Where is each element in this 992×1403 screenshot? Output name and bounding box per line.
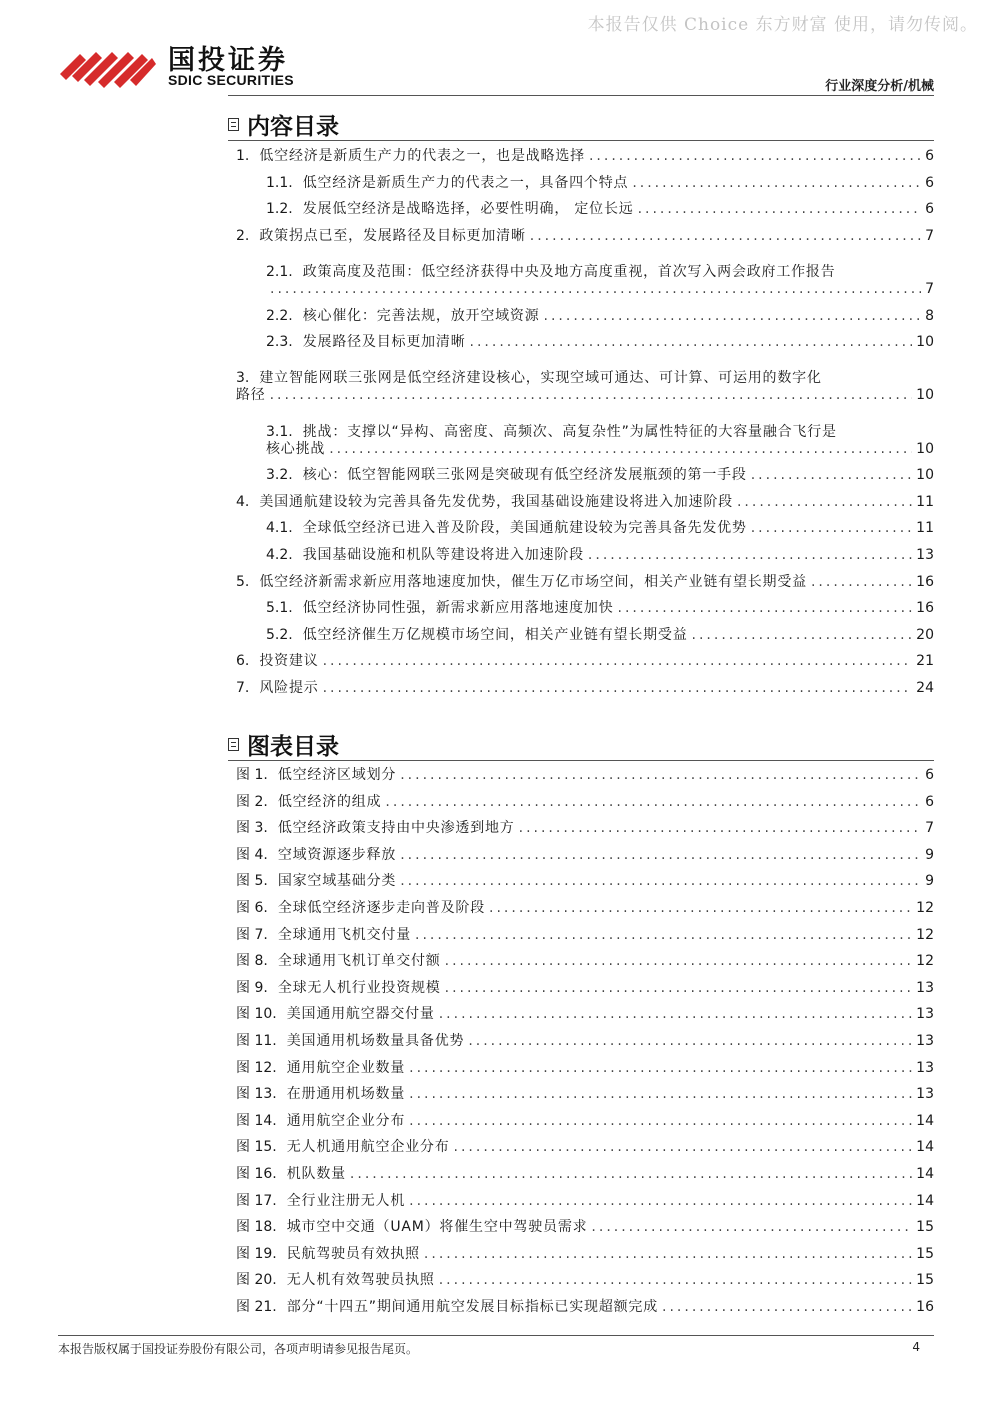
toc-entry[interactable]: 2.3. 发展路径及目标更加清晰 ..... 10	[236, 329, 934, 356]
toc-entry[interactable]: 5. 低空经济新需求新应用落地速度加快，催生万亿市场空间，相关产业链有望长期受益 ..... 16	[236, 569, 934, 596]
footer-divider	[58, 1335, 934, 1336]
figure-entry[interactable]: 图 11. 美国通用机场数量具备优势 ..... 13	[236, 1028, 934, 1055]
toc-entry[interactable]: 1.2. 发展低空经济是战略选择，必要性明确， 定位长远 ..... 6	[236, 196, 934, 223]
list-icon	[228, 738, 239, 751]
figure-entry[interactable]: 图 19. 民航驾驶员有效执照 ..... 15	[236, 1241, 934, 1268]
company-logo	[58, 36, 328, 94]
figure-entry[interactable]: 图 18. 城市空中交通（UAM）将催生空中驾驶员需求 ..... 15	[236, 1214, 934, 1241]
figure-entry[interactable]: 图 15. 无人机通用航空企业分布 ..... 14	[236, 1134, 934, 1161]
toc-entry[interactable]: 2. 政策拐点已至，发展路径及目标更加清晰 ..... 7	[236, 223, 934, 250]
toc-entry[interactable]: 2.2. 核心催化：完善法规，放开空域资源 ..... 8	[236, 303, 934, 330]
figure-entry[interactable]: 图 7. 全球通用飞机交付量 ..... 12	[236, 922, 934, 949]
figure-entry[interactable]: 图 10. 美国通用航空器交付量 ..... 13	[236, 1001, 934, 1028]
toc-title-divider	[228, 140, 934, 141]
figure-entry[interactable]: 图 8. 全球通用飞机订单交付额 ..... 12	[236, 948, 934, 975]
document-category: 行业深度分析/机械	[825, 79, 934, 94]
toc-section-title	[228, 108, 339, 141]
figure-entry[interactable]: 图 4. 空域资源逐步释放 ..... 9	[236, 842, 934, 869]
figure-entry[interactable]: 图 16. 机队数量 ..... 14	[236, 1161, 934, 1188]
figures-title-text: 图表目录	[247, 733, 339, 760]
figure-entry[interactable]: 图 20. 无人机有效驾驶员执照 ..... 15	[236, 1267, 934, 1294]
figure-entry[interactable]: 图 3. 低空经济政策支持由中央渗透到地方 ..... 7	[236, 815, 934, 842]
toc-entry[interactable]: 3. 建立智能网联三张网是低空经济建设核心，实现空域可通达、可计算、可运用的数字化	[236, 370, 822, 387]
watermark: 本报告仅供 Choice 东方财富 使用，请勿传阅。	[587, 15, 978, 35]
logo-stripes-icon	[58, 36, 158, 92]
logo-english-name: SDIC SECURITIES	[168, 72, 294, 88]
toc-entry[interactable]: 5.1. 低空经济协同性强，新需求新应用落地速度加快 ..... 16	[236, 595, 934, 622]
toc-entry[interactable]: 4.2. 我国基础设施和机队等建设将进入加速阶段 ..... 13	[236, 542, 934, 569]
toc-entry[interactable]: 7. 风险提示 ..... 24	[236, 675, 934, 702]
logo-chinese-name: 国投证券	[168, 45, 288, 76]
toc-entry[interactable]: 3.2. 核心：低空智能网联三张网是突破现有低空经济发展瓶颈的第一手段 ..... 10	[236, 462, 934, 489]
toc-entry[interactable]: 1. 低空经济是新质生产力的代表之一，也是战略选择 ..... 6	[236, 143, 934, 170]
toc-entry[interactable]: 1.1. 低空经济是新质生产力的代表之一，具备四个特点 ..... 6	[236, 170, 934, 197]
figure-entry[interactable]: 图 17. 全行业注册无人机 ..... 14	[236, 1188, 934, 1215]
figure-entry[interactable]: 图 21. 部分“十四五”期间通用航空发展目标指标已实现超额完成 ..... 16	[236, 1294, 934, 1321]
toc-entry-continuation[interactable]: ..... 7	[236, 276, 934, 303]
figure-entry[interactable]: 图 5. 国家空域基础分类 ..... 9	[236, 868, 934, 895]
toc-list	[236, 143, 934, 701]
figure-entry[interactable]: 图 1. 低空经济区域划分 ..... 6	[236, 762, 934, 789]
toc-entry[interactable]: 6. 投资建议 ..... 21	[236, 648, 934, 675]
figure-entry[interactable]: 图 9. 全球无人机行业投资规模 ..... 13	[236, 975, 934, 1002]
toc-entry[interactable]: 2.1. 政策高度及范围：低空经济获得中央及地方高度重视，首次写入两会政府工作报告	[266, 263, 836, 280]
toc-entry[interactable]: 4.1. 全球低空经济已进入普及阶段，美国通航建设较为完善具备先发优势 ..... 11	[236, 515, 934, 542]
figure-entry[interactable]: 图 6. 全球低空经济逐步走向普及阶段 ..... 12	[236, 895, 934, 922]
toc-entry-continuation[interactable]: 路径 ..... 10	[236, 382, 934, 409]
toc-entry[interactable]: 5.2. 低空经济催生万亿规模市场空间，相关产业链有望长期受益 ..... 20	[236, 622, 934, 649]
figures-section-title	[228, 728, 339, 761]
footer-disclaimer: 本报告版权属于国投证券股份有限公司，各项声明请参见报告尾页。	[58, 1342, 419, 1356]
page-number: 4	[912, 1340, 920, 1354]
list-icon	[228, 118, 239, 131]
figures-title-divider	[228, 760, 934, 761]
figure-entry[interactable]: 图 13. 在册通用机场数量 ..... 13	[236, 1081, 934, 1108]
figures-list	[236, 762, 934, 1320]
toc-entry[interactable]: 3.1. 挑战：支撑以“异构、高密度、高频次、高复杂性”为属性特征的大容量融合飞行是	[266, 423, 837, 440]
header-divider	[228, 95, 934, 96]
figure-entry[interactable]: 图 2. 低空经济的组成 ..... 6	[236, 789, 934, 816]
toc-title-text: 内容目录	[247, 113, 339, 140]
figure-entry[interactable]: 图 12. 通用航空企业数量 ..... 13	[236, 1055, 934, 1082]
toc-entry-continuation[interactable]: 核心挑战 ..... 10	[236, 436, 934, 463]
toc-entry[interactable]: 4. 美国通航建设较为完善具备先发优势，我国基础设施建设将进入加速阶段 ..... 11	[236, 489, 934, 516]
figure-entry[interactable]: 图 14. 通用航空企业分布 ..... 14	[236, 1108, 934, 1135]
